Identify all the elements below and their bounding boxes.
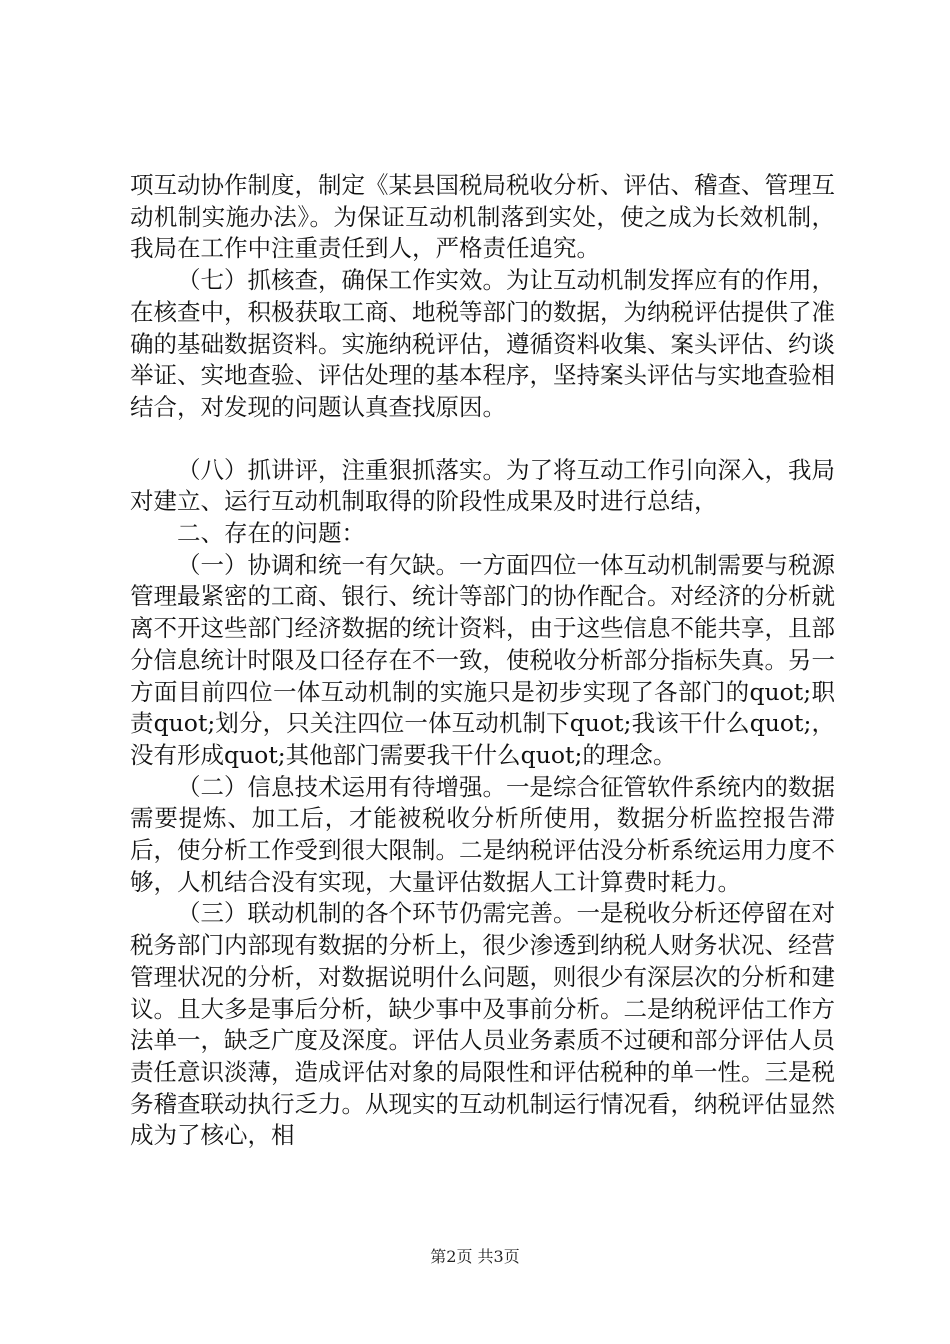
paragraph-problem-2: （二）信息技术运用有待增强。一是综合征管软件系统内的数据需要提炼、加工后，才能被税收分析所使用，数据分析监控报告滞后，使分析工作受到很大限制。二是纳税评估没分析系统运用力度不够，人机结合没有实现，大量评估数据人工计算费时耗力。 bbox=[130, 772, 835, 896]
paragraph-item-8: （八）抓讲评，注重狠抓落实。为了将互动工作引向深入，我局对建立、运行互动机制取得的阶段性成果及时进行总结， bbox=[130, 455, 835, 516]
paragraph-continuation: 项互动协作制度，制定《某县国税局税收分析、评估、稽查、管理互动机制实施办法》。为保证互动机制落到实处，使之成为长效机制，我局在工作中注重责任到人，严格责任追究。 bbox=[130, 171, 835, 263]
page-number-footer: 第2页 共3页 bbox=[430, 1247, 520, 1266]
paragraph-problem-1: （一）协调和统一有欠缺。一方面四位一体互动机制需要与税源管理最紧密的工商、银行、统计等部门的协作配合。对经济的分析就离不开这些部门经济数据的统计资料，由于这些信息不能共享，且部分信息统计时限及口径存在不一致，使税收分析部分指标失真。另一方面目前四位一体互动机制的实施只是初步实现了各部门的quot;职责quot;划分，只关注四位一体互动机制下quot;我该干什么quot;，没有形成quot;其他部门需要我干什么quot;的理念。 bbox=[130, 550, 835, 769]
document-body bbox=[130, 170, 835, 1152]
paragraph-problem-3: （三）联动机制的各个环节仍需完善。一是税收分析还停留在对税务部门内部现有数据的分析上，很少渗透到纳税人财务状况、经营管理状况的分析，对数据说明什么问题，则很少有深层次的分析和建议。且大多是事后分析，缺少事中及事前分析。二是纳税评估工作方法单一，缺乏广度及深度。评估人员业务素质不过硬和部分评估人员责任意识淡薄，造成评估对象的局限性和评估税种的单一性。三是税务稽查联动执行乏力。从现实的互动机制运行情况看，纳税评估显然成为了核心，相 bbox=[130, 899, 835, 1150]
paragraph-item-7: （七）抓核查，确保工作实效。为让互动机制发挥应有的作用，在核查中，积极获取工商、地税等部门的数据，为纳税评估提供了准确的基础数据资料。实施纳税评估，遵循资料收集、案头评估、约谈举证、实地查验、评估处理的基本程序，坚持案头评估与实地查验相结合，对发现的问题认真查找原因。 bbox=[130, 266, 835, 421]
paragraph-gap bbox=[130, 424, 835, 455]
section-heading-problems: 二、存在的问题： bbox=[177, 519, 365, 548]
